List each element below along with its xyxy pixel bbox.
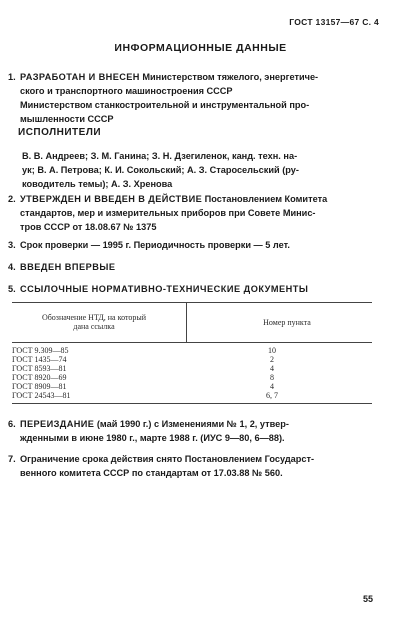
section-2-text-line1: Постановлением Комитета xyxy=(202,194,328,204)
section-2-number: 2. xyxy=(8,194,16,204)
section-6 xyxy=(8,417,368,445)
section-1 xyxy=(8,70,368,126)
table-column-divider xyxy=(186,302,187,342)
table-bottom-rule xyxy=(12,403,372,404)
section-4-number: 4. xyxy=(8,262,16,272)
section-2-text-line3: тров СССР от 18.08.67 № 1375 xyxy=(20,222,157,232)
table-row xyxy=(12,355,372,364)
section-1-number: 1. xyxy=(8,72,16,82)
table-cell-item: 8 xyxy=(270,373,274,382)
table-header-document-line1: Обозначение НТД, на который xyxy=(41,313,147,322)
section-3 xyxy=(8,238,368,252)
section-1-text-line1: Министерством тяжелого, энергетиче- xyxy=(139,72,319,82)
table-cell-item: 4 xyxy=(270,364,274,373)
table-header-rule xyxy=(12,342,372,343)
performers-line1: В. В. Андреев; З. М. Ганина; З. Н. Дзегиленок, канд. техн. на- xyxy=(22,151,298,161)
section-7-number: 7. xyxy=(8,454,16,464)
table-row xyxy=(12,364,372,373)
table-cell-item: 2 xyxy=(270,355,274,364)
performers-heading: ИСПОЛНИТЕЛИ xyxy=(18,127,102,138)
performers-list xyxy=(22,149,374,191)
section-6-heading: ПЕРЕИЗДАНИЕ xyxy=(20,419,95,429)
table-cell-document: ГОСТ 8909—81 xyxy=(12,382,67,391)
section-7 xyxy=(8,452,368,480)
table-row xyxy=(12,346,372,355)
section-1-text-line3: Министерством станкостроительной и инструментальной про- xyxy=(20,100,310,110)
table-cell-document: ГОСТ 24543—81 xyxy=(12,391,71,400)
table-row xyxy=(12,391,372,400)
table-cell-document: ГОСТ 1435—74 xyxy=(12,355,67,364)
page-number: 55 xyxy=(362,594,373,604)
section-5-heading: ССЫЛОЧНЫЕ НОРМАТИВНО-ТЕХНИЧЕСКИЕ ДОКУМЕНТЫ xyxy=(20,284,309,294)
section-2-text-line2: стандартов, мер и измерительных приборов при Совете Минис- xyxy=(20,208,316,218)
page-header: ГОСТ 13157—67 С. 4 xyxy=(289,17,379,27)
page-title: ИНФОРМАЦИОННЫЕ ДАННЫЕ xyxy=(114,42,287,54)
section-6-number: 6. xyxy=(8,419,16,429)
section-5 xyxy=(8,282,368,296)
section-2 xyxy=(8,192,368,234)
section-7-text-line1: Ограничение срока действия снято Постановлением Государст- xyxy=(20,454,315,464)
section-3-number: 3. xyxy=(8,240,16,250)
section-3-text: Срок проверки — 1995 г. Периодичность проверки — 5 лет. xyxy=(20,240,290,250)
table-header-document-line2: дана ссылка xyxy=(73,322,115,331)
table-header-document xyxy=(34,313,154,331)
section-4-heading: ВВЕДЕН ВПЕРВЫЕ xyxy=(20,262,116,272)
section-6-text-line2: жденными в июне 1980 г., марте 1988 г. (ИУС 9—80, 6—88). xyxy=(20,433,285,443)
table-cell-item: 10 xyxy=(268,346,276,355)
section-2-heading: УТВЕРЖДЕН И ВВЕДЕН В ДЕЙСТВИЕ xyxy=(20,194,203,204)
table-cell-document: ГОСТ 8593—81 xyxy=(12,364,67,373)
section-7-text-line2: венного комитета СССР по стандартам от 17.03.88 № 560. xyxy=(20,468,283,478)
section-1-text-line4: мышленности СССР xyxy=(20,114,114,124)
section-4 xyxy=(8,260,368,274)
table-row xyxy=(12,373,372,382)
table-cell-document: ГОСТ 9.309—85 xyxy=(12,346,69,355)
section-6-text-line1: (май 1990 г.) с Изменениями № 1, 2, утвер- xyxy=(94,419,289,429)
table-top-rule xyxy=(12,302,372,303)
table-header-item: Номер пункта xyxy=(263,318,311,327)
section-5-number: 5. xyxy=(8,284,16,294)
performers-line3: ководитель темы); А. З. Хренова xyxy=(22,179,173,189)
table-row xyxy=(12,382,372,391)
section-1-text-line2: ского и транспортного машиностроения СССР xyxy=(20,86,233,96)
table-cell-item: 6, 7 xyxy=(266,391,278,400)
table-cell-item: 4 xyxy=(270,382,274,391)
section-1-heading: РАЗРАБОТАН И ВНЕСЕН xyxy=(20,72,140,82)
performers-line2: ук; В. А. Петрова; К. И. Сокольский; А. З. Старосельский (ру- xyxy=(22,165,299,175)
table-cell-document: ГОСТ 8920—69 xyxy=(12,373,67,382)
